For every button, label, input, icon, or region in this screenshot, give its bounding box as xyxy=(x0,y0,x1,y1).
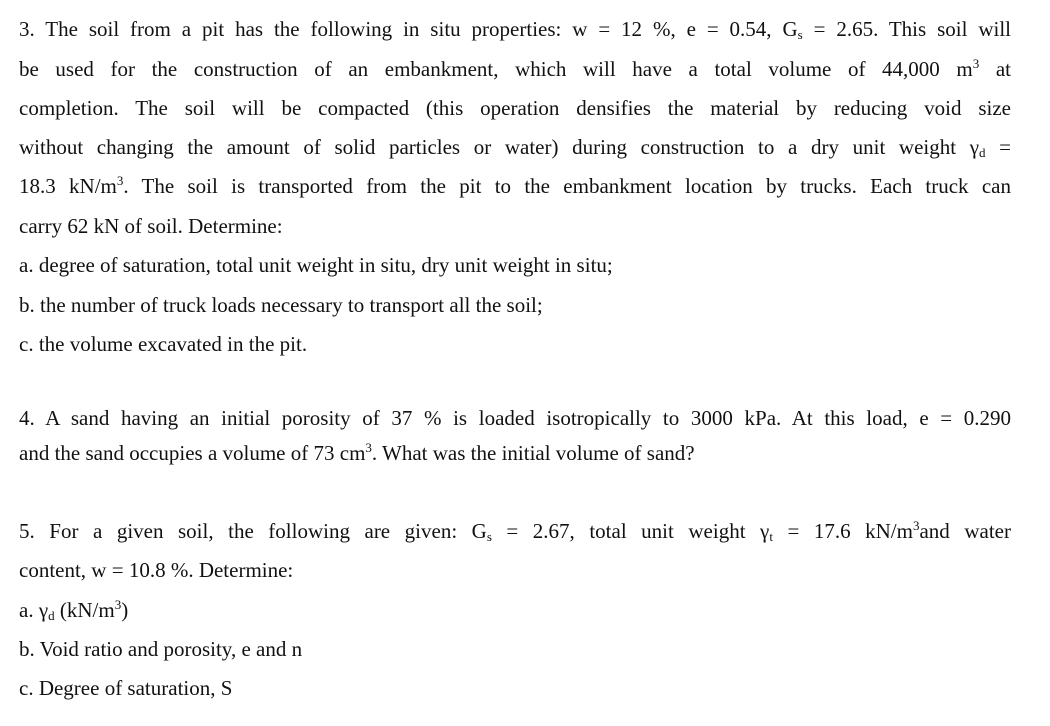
problem-5-item-b: b. Void ratio and porosity, e and n xyxy=(19,637,303,661)
problem-3-line-2: be used for the construction of an embankment, which will have a total volume of 44,000 $m^3$ at xyxy=(19,56,1012,81)
problem-3-line-4: without changing the amount of solid particles or water) during construction to a dry unit weight $\gamma_d$ = xyxy=(19,135,1011,160)
problem-3-item-b: b. the number of truck loads necessary to transport all the soil; xyxy=(19,293,543,317)
problem-3-line-3: completion. The soil will be compacted (this operation densifies the material by reducing void size xyxy=(19,96,1011,120)
problem-4-line-2: and the sand occupies a volume of 73 $cm^3$. What was the initial volume of sand? xyxy=(19,440,695,465)
problem-4-line-1: 4. A sand having an initial porosity of 37 % is loaded isotropically to 3000 kPa. At this load, e = 0.290 xyxy=(19,406,1011,430)
problem-5-item-c: c. Degree of saturation, S xyxy=(19,676,233,700)
problem-3-item-c: c. the volume excavated in the pit. xyxy=(19,332,308,356)
problem-3-line-1: 3. The soil from a pit has the following in situ properties: w = 12 %, e = 0.54, $G_s = 2.65$. This soil will xyxy=(19,17,1011,42)
problem-3-line-5: 18.3 $kN/m^3$. The soil is transported from the pit to the embankment location by trucks. Each truck can xyxy=(19,173,1011,198)
problem-3-line-6: carry 62 kN of soil. Determine: xyxy=(19,214,283,238)
problem-5-line-2: content, w = 10.8 %. Determine: xyxy=(19,558,294,582)
problem-5-line-1: 5. For a given soil, the following are given: $G_s = 2.67$, total unit weight $\gamma_t = 17.6$ $kN/m^3and$ water xyxy=(19,518,1011,544)
problem-5-item-a: a. $\gamma_d$ $(kN/m^3)$ xyxy=(19,597,129,623)
problem-3-item-a: a. degree of saturation, total unit weight in situ, dry unit weight in situ; xyxy=(19,253,613,277)
